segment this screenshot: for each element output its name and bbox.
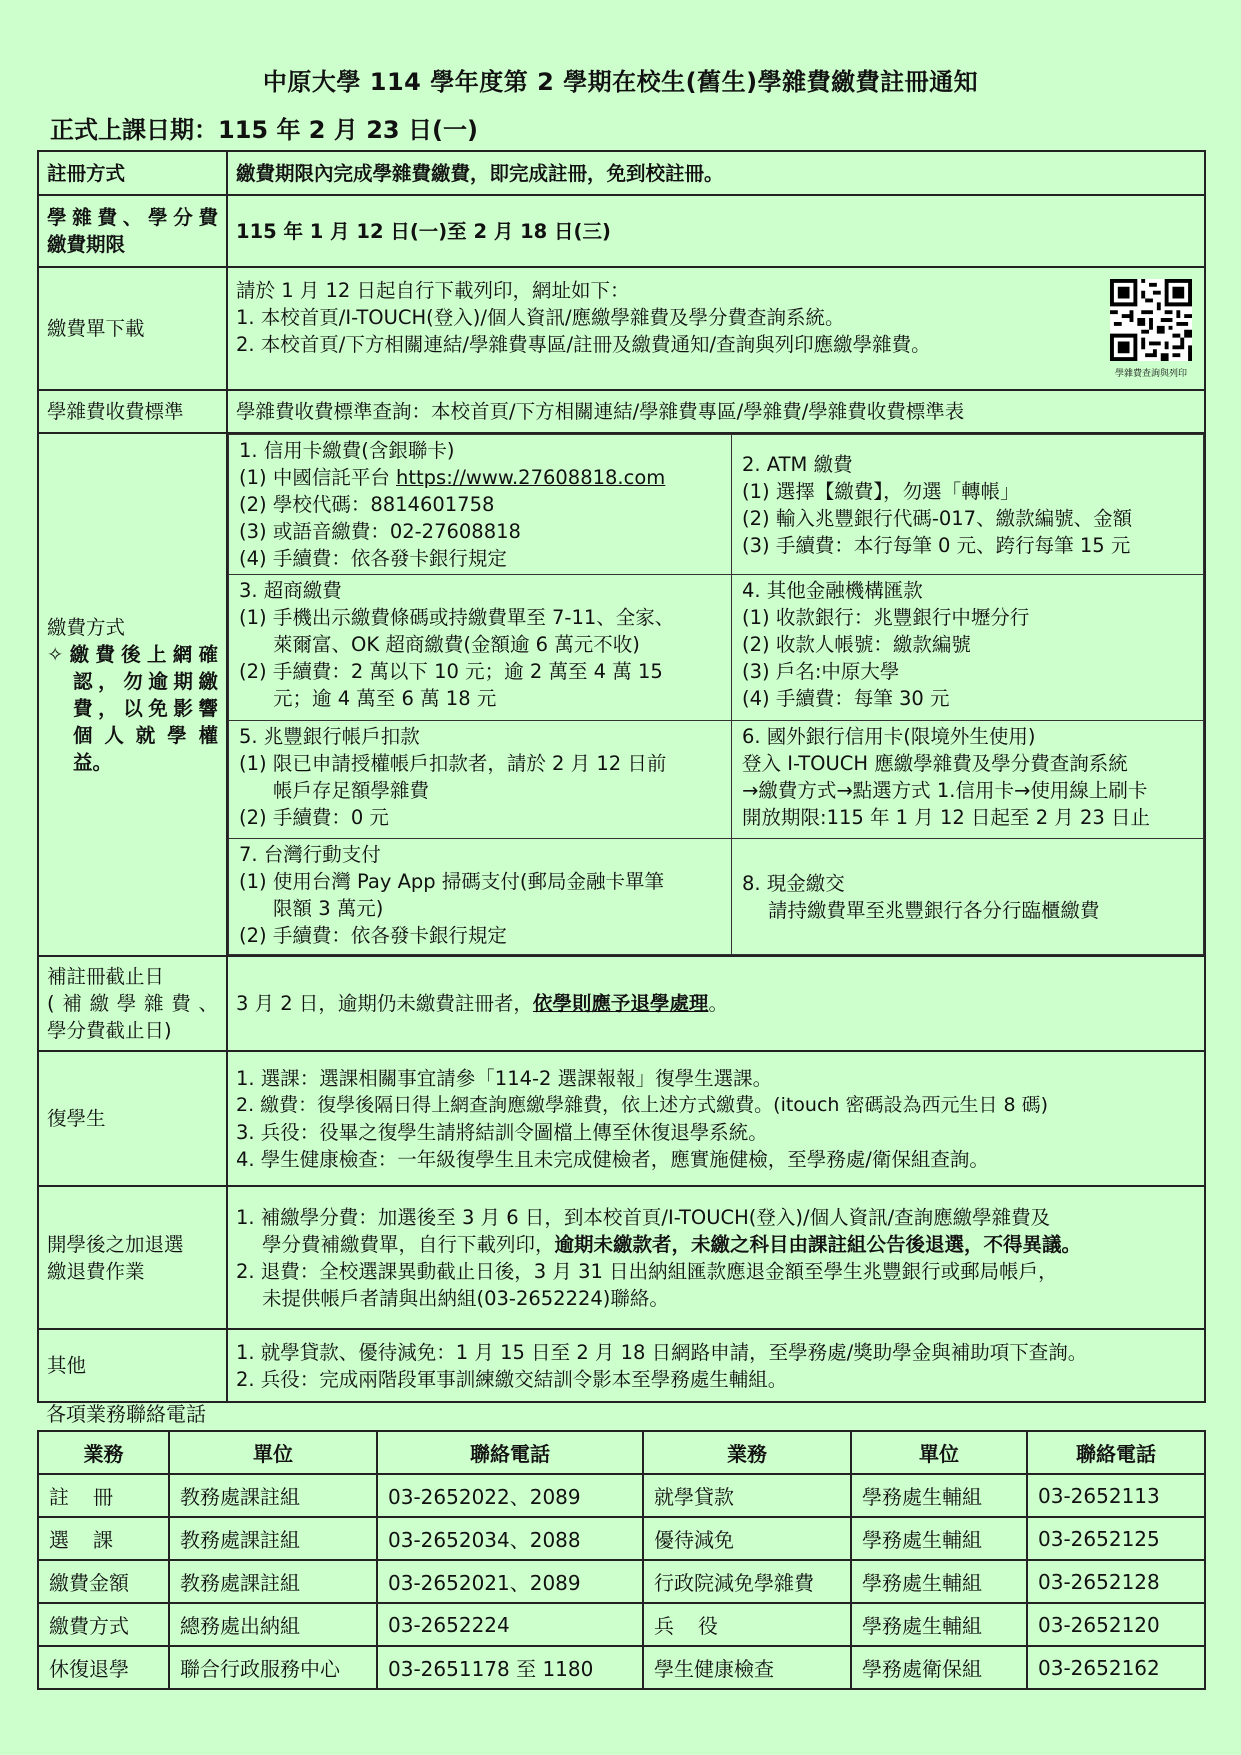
contact-phone: 03-2651178 至 1180: [377, 1646, 643, 1689]
standard-text: 學雜費收費標準查詢：本校首頁/下方相關連結/學雜費專區/學雜費/學雜費收費標準表: [227, 390, 1205, 433]
download-line-3: 2. 本校首頁/下方相關連結/學雜費專區/註冊及繳費通知/查詢與列印應繳學雜費。: [236, 333, 931, 356]
notice-table: [37, 150, 1206, 1403]
method-4-line-4: (4) 手續費：每筆 30 元: [742, 687, 950, 710]
contact-unit: 聯合行政服務中心: [169, 1646, 377, 1689]
payment-note-2: 認，勿逾期繳: [73, 669, 218, 693]
method-1-line-2: (2) 學校代碼：8814601758: [239, 493, 495, 516]
contact-business: 就學貸款: [643, 1474, 851, 1517]
contact-phone: 03-2652128: [1027, 1560, 1205, 1603]
addrop-line-3: 2. 退費：全校選課異動截止日後，3 月 31 日出納組匯款應退金額至學生兆豐銀行或郵局帳戶，: [236, 1259, 1058, 1283]
other-content: [227, 1329, 1205, 1402]
contact-business: 繳費方式: [38, 1603, 169, 1646]
addrop-label-2: 繳退費作業: [47, 1259, 145, 1283]
method-7-line-1: (1) 使用台灣 Pay App 掃碼支付(郵局金融卡單筆: [239, 870, 664, 893]
contact-business: 優待減免: [643, 1517, 851, 1560]
row-payment: [38, 433, 1205, 956]
payment-label: [38, 433, 227, 956]
method-1-line-1: [239, 464, 721, 491]
method-4-line-3: (3) 戶名:中原大學: [742, 660, 900, 683]
contacts-header-row: [38, 1431, 1205, 1474]
contact-unit: 學務處生輔組: [851, 1474, 1027, 1517]
ctbc-link[interactable]: https://www.27608818.com: [396, 466, 666, 489]
method-5-line-3: (2) 手續費：0 元: [239, 806, 389, 829]
payment-note-1: ✧繳費後上網確: [47, 642, 218, 666]
table-row: [38, 1517, 1205, 1560]
register-label: 註冊方式: [38, 151, 227, 195]
method-4-line-1: (1) 收款銀行：兆豐銀行中壢分行: [742, 606, 1030, 629]
method-3-title: 3. 超商繳費: [239, 579, 342, 602]
addrop-label-1: 開學後之加退選: [47, 1232, 184, 1256]
contacts-title: 各項業務聯絡電話: [46, 1402, 206, 1426]
method-4-line-2: (2) 收款人帳號：繳款編號: [742, 633, 971, 656]
header-unit-2: 單位: [851, 1431, 1027, 1474]
addrop-line-1: 1. 補繳學分費：加選後至 3 月 6 日，到本校首頁/I-TOUCH(登入)/個人資訊/查詢應繳學雜費及: [236, 1205, 1051, 1229]
method-cash: [732, 839, 1204, 955]
register-text: 繳費期限內完成學雜費繳費，即完成註冊，免到校註冊。: [227, 151, 1205, 195]
contact-phone: 03-2652022、2089: [377, 1474, 643, 1517]
header-business: 業務: [38, 1431, 169, 1474]
table-row: [38, 1603, 1205, 1646]
late-reg-text: [227, 956, 1205, 1051]
method-7-line-3: (2) 手續費：依各發卡銀行規定: [239, 924, 507, 947]
method-2-line-3: (3) 手續費：本行每筆 0 元、跨行每筆 15 元: [742, 533, 1131, 557]
method-3-line-2: 萊爾富、OK 超商繳費(金額逾 6 萬元不收): [273, 633, 640, 656]
method-4-title: 4. 其他金融機構匯款: [742, 579, 923, 602]
resume-line-4: 4. 學生健康檢查：一年級復學生且未完成健檢者，應實施健檢，至學務處/衛保組查詢。: [236, 1147, 989, 1171]
deadline-label: [38, 195, 227, 267]
contact-business: 繳費金額: [38, 1560, 169, 1603]
contact-unit: 教務處課註組: [169, 1517, 377, 1560]
row-register: [38, 151, 1205, 195]
late-reg-label-2: (補繳學雜費、: [47, 992, 218, 1015]
late-reg-warning: 依學則應予退學處理: [532, 992, 709, 1015]
standard-label: 學雜費收費標準: [38, 390, 227, 433]
download-label: 繳費單下載: [38, 267, 227, 390]
method-6-line-3: 開放期限:115 年 1 月 12 日起至 2 月 23 日止: [742, 806, 1151, 829]
addrop-content: [227, 1186, 1205, 1329]
contact-unit: 總務處出納組: [169, 1603, 377, 1646]
addrop-line-2-prefix: 學分費補繳費單，自行下載列印，: [262, 1232, 555, 1256]
payment-label-text: 繳費方式: [47, 615, 126, 639]
method-1-line-4: (4) 手續費：依各發卡銀行規定: [239, 547, 507, 570]
contact-phone: 03-2652224: [377, 1603, 643, 1646]
method-3-line-3: (2) 手續費：2 萬以下 10 元；逾 2 萬至 4 萬 15: [239, 660, 663, 683]
contact-business: 行政院減免學雜費: [643, 1560, 851, 1603]
row-late-registration: [38, 956, 1205, 1051]
contact-phone: 03-2652021、2089: [377, 1560, 643, 1603]
method-7-line-2: 限額 3 萬元): [273, 897, 384, 920]
contact-unit: 學務處衛保組: [851, 1646, 1027, 1689]
payment-methods: [227, 433, 1205, 956]
resume-content: [227, 1051, 1205, 1186]
contact-phone: 03-2652113: [1027, 1474, 1205, 1517]
contact-phone: 03-2652162: [1027, 1646, 1205, 1689]
method-atm: [732, 435, 1204, 575]
deadline-label-1: 學雜費、學分費: [47, 206, 218, 229]
other-line-2: 2. 兵役：完成兩階段軍事訓練繳交結訓令影本至學務處生輔組。: [236, 1367, 788, 1391]
contact-unit: 學務處生輔組: [851, 1517, 1027, 1560]
contacts-table: [37, 1430, 1206, 1690]
table-row: [38, 1560, 1205, 1603]
header-unit: 單位: [169, 1431, 377, 1474]
contact-business: 休復退學: [38, 1646, 169, 1689]
contact-unit: 教務處課註組: [169, 1474, 377, 1517]
addrop-line-2: [236, 1231, 1196, 1258]
resume-line-1: 1. 選課：選課相關事宜請參「114-2 選課報報」復學生選課。: [236, 1066, 773, 1090]
start-date: 正式上課日期：115 年 2 月 23 日(一): [50, 116, 478, 144]
method-5-line-2: 帳戶存足額學雜費: [273, 779, 430, 802]
other-label: 其他: [38, 1329, 227, 1402]
late-reg-suffix: 。: [708, 992, 728, 1015]
method-bank-transfer: [732, 575, 1204, 721]
other-line-1: 1. 就學貸款、優待減免：1 月 15 日至 2 月 18 日網路申請，至學務處/獎助學金與補助項下查詢。: [236, 1340, 1088, 1364]
late-reg-label-3: 學分費截止日): [47, 1019, 172, 1042]
row-download: [38, 267, 1205, 390]
row-resume: [38, 1051, 1205, 1186]
download-content: [227, 267, 1205, 390]
method-account-debit: [229, 721, 732, 839]
download-line-1: 請於 1 月 12 日起自行下載列印，網址如下：: [236, 279, 630, 302]
contact-unit: 教務處課註組: [169, 1560, 377, 1603]
qr-block[interactable]: [1106, 279, 1196, 380]
row-standard: [38, 390, 1205, 433]
contact-business: 兵役: [643, 1603, 851, 1646]
resume-line-3: 3. 兵役：役畢之復學生請將結訓令圖檔上傳至休復退學系統。: [236, 1120, 768, 1144]
method-taiwan-pay: [229, 839, 732, 955]
deadline-text: 115 年 1 月 12 日(一)至 2 月 18 日(三): [227, 195, 1205, 267]
table-row: [38, 1474, 1205, 1517]
header-business-2: 業務: [643, 1431, 851, 1474]
resume-label: 復學生: [38, 1051, 227, 1186]
late-reg-prefix: 3 月 2 日，逾期仍未繳費註冊者，: [236, 992, 533, 1015]
contact-phone: 03-2652120: [1027, 1603, 1205, 1646]
late-reg-label: [38, 956, 227, 1051]
method-convenience-store: [229, 575, 732, 721]
payment-grid: [228, 434, 1204, 955]
row-add-drop: [38, 1186, 1205, 1329]
header-phone-2: 聯絡電話: [1027, 1431, 1205, 1474]
header-phone: 聯絡電話: [377, 1431, 643, 1474]
method-8-line-1: 請持繳費單至兆豐銀行各分行臨櫃繳費: [768, 898, 1100, 922]
contact-business: 註冊: [38, 1474, 169, 1517]
method-1-line-3: (3) 或語音繳費：02-27608818: [239, 520, 521, 543]
contact-business: 學生健康檢查: [643, 1646, 851, 1689]
method-6-title: 6. 國外銀行信用卡(限境外生使用): [742, 725, 1036, 748]
qr-code-icon[interactable]: [1110, 279, 1192, 361]
method-foreign-card: [732, 721, 1204, 839]
method-1-platform: (1) 中國信託平台: [239, 466, 397, 489]
method-credit-card: [229, 435, 732, 575]
contact-business: 選課: [38, 1517, 169, 1560]
method-6-line-2: →繳費方式→點選方式 1.信用卡→使用線上刷卡: [742, 779, 1148, 802]
addrop-label: [38, 1186, 227, 1329]
row-deadline: [38, 195, 1205, 267]
method-2-title: 2. ATM 繳費: [742, 452, 853, 476]
method-8-title: 8. 現金繳交: [742, 871, 845, 895]
deadline-label-2: 繳費期限: [47, 233, 126, 256]
addrop-line-4: 未提供帳戶者請與出納組(03-2652224)聯絡。: [262, 1286, 669, 1310]
method-3-line-4: 元；逾 4 萬至 6 萬 18 元: [273, 687, 497, 710]
method-1-title: 1. 信用卡繳費(含銀聯卡): [239, 439, 455, 462]
payment-note-4: 個人就學權: [73, 723, 218, 747]
contact-phone: 03-2652125: [1027, 1517, 1205, 1560]
late-reg-label-1: 補註冊截止日: [47, 965, 165, 988]
contact-unit: 學務處生輔組: [851, 1603, 1027, 1646]
method-6-line-1: 登入 I-TOUCH 應繳學雜費及學分費查詢系統: [742, 752, 1128, 775]
payment-note-3: 費，以免影響: [73, 696, 218, 720]
contact-unit: 學務處生輔組: [851, 1560, 1027, 1603]
addrop-warning: 逾期未繳款者，未繳之科目由課註組公告後退選，不得異議。: [554, 1232, 1082, 1256]
page-title: 中原大學 114 學年度第 2 學期在校生(舊生)學雜費繳費註冊通知: [262, 68, 979, 96]
row-other: [38, 1329, 1205, 1402]
method-2-line-1: (1) 選擇【繳費】，勿選「轉帳」: [742, 479, 1020, 503]
resume-line-2: 2. 繳費：復學後隔日得上網查詢應繳學雜費，依上述方式繳費。(itouch 密碼設為西元生日 8 碼): [236, 1093, 1049, 1116]
method-7-title: 7. 台灣行動支付: [239, 843, 381, 866]
contact-phone: 03-2652034、2088: [377, 1517, 643, 1560]
table-row: [38, 1646, 1205, 1689]
payment-note-5: 益。: [73, 750, 113, 774]
qr-caption: 學雜費查詢與列印: [1114, 369, 1187, 379]
method-3-line-1: (1) 手機出示繳費條碼或持繳費單至 7-11、全家、: [239, 606, 675, 629]
download-line-2: 1. 本校首頁/I-TOUCH(登入)/個人資訊/應繳學雜費及學分費查詢系統。: [236, 306, 845, 329]
method-5-line-1: (1) 限已申請授權帳戶扣款者，請於 2 月 12 日前: [239, 752, 667, 775]
method-5-title: 5. 兆豐銀行帳戶扣款: [239, 725, 420, 748]
method-2-line-2: (2) 輸入兆豐銀行代碼-017、繳款編號、金額: [742, 506, 1133, 530]
